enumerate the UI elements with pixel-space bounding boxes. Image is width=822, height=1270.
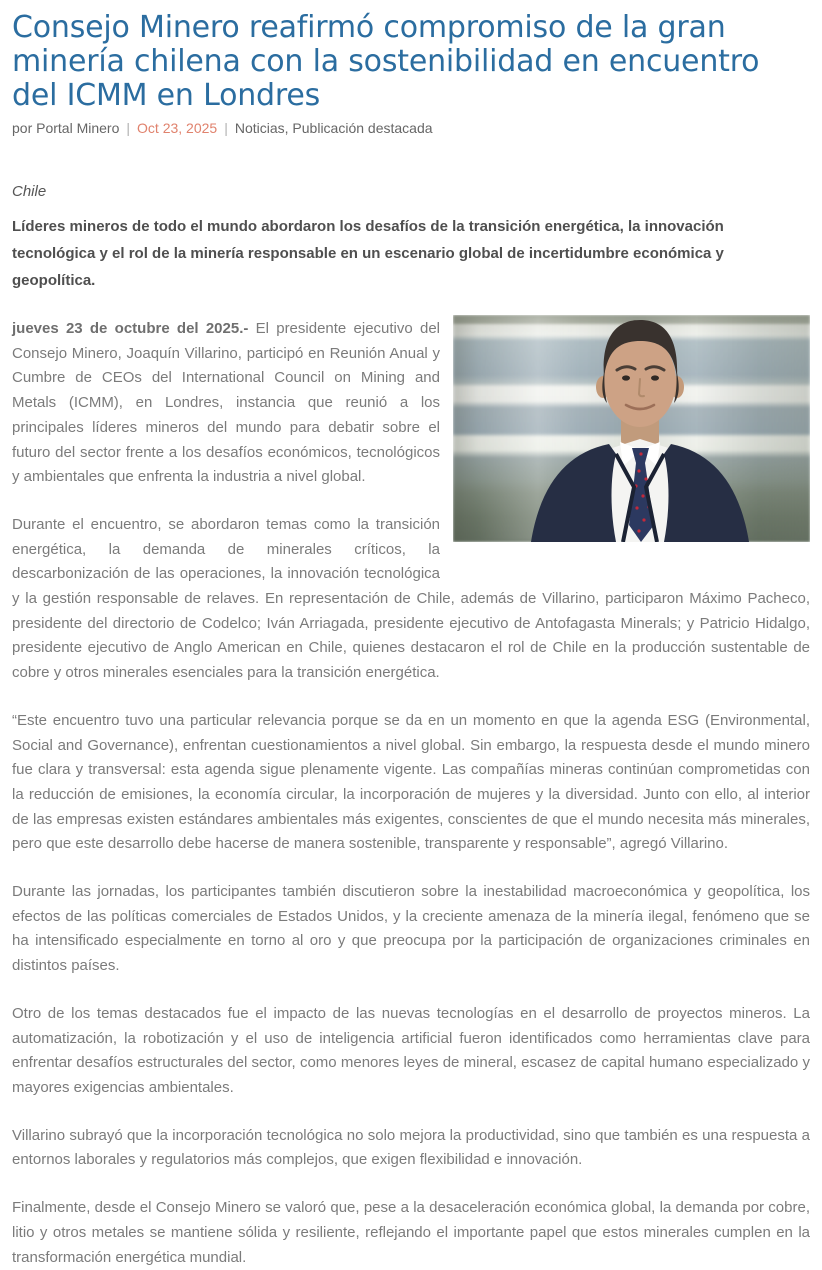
post-date: Oct 23, 2025: [137, 120, 218, 136]
byline-divider: |: [126, 120, 131, 136]
paragraph-1-dateline: jueves 23 de octubre del 2025.-: [12, 320, 249, 337]
category-link-publicacion-destacada[interactable]: Publicación destacada: [292, 120, 433, 136]
portrait-suit-right: [664, 444, 749, 542]
paragraph-7: Finalmente, desde el Consejo Minero se valoró que, pese a la desaceleración económica global, la demanda por cobre, litio y otros metales se mantiene sólida y resiliente, reflejando el importante papel que estos minerales cumplen en la transformación energética mundial.: [12, 1199, 810, 1266]
featured-photo: [453, 315, 810, 542]
paragraph-3-quote: “Este encuentro tuvo una particular relevancia porque se da en un momento en que la agenda ESG (Environmental, Social and Governance), enfrentan cuestionamientos a nivel global. Sin embargo, la respuesta desde el mundo minero fue clara y transversal: esta agenda sigue plenamente vigente. Las compañías mineras continúan comprometidas con la reducción de emisiones, la economía circular, la incorporación de mujeres y la diversidad. Junto con ello, al interior de las empresas existen estándares ambientales más exigentes, conscientes de que el mundo necesita más minerales, pero que este desarrollo debe hacerse de manera sostenible, transparente y responsable”, agregó Villarino.: [12, 711, 810, 853]
article-page: [0, 11, 822, 1270]
category-link-noticias[interactable]: Noticias: [234, 120, 285, 136]
executive-portrait-illustration: [453, 315, 810, 542]
paragraph-2: Durante el encuentro, se abordaron temas como la transición energética, la demanda de minerales críticos, la descarbonización de las operaciones, la innovación tecnológica y la gestión responsable de relaves. En representación de Chile, además de Villarino, participaron Máximo Pacheco, presidente del directorio de Codelco; Iván Arriagada, presidente ejecutivo de Antofagasta Minerals; y Patricio Hidalgo, presidente ejecutivo de Anglo American en Chile, quienes destacaron el rol de Chile en la producción sustentable de cobre y otros minerales esenciales para la transición energética.: [12, 515, 810, 682]
portrait-eyes: [622, 375, 630, 380]
byline-prefix: por: [12, 120, 33, 136]
author-link[interactable]: Portal Minero: [36, 120, 120, 136]
byline-divider: |: [224, 120, 228, 136]
page-title: Consejo Minero reafirmó compromiso de la gran minería chilena con la sostenibilidad en encuentro del ICMM en Londres: [12, 10, 760, 113]
article-lede: Líderes mineros de todo el mundo abordaron los desafíos de la transición energética, la innovación tecnológica y el rol de la minería responsable en un escenario global de incertidumbre económica y geopolítica.: [12, 218, 724, 289]
paragraph-5: Otro de los temas destacados fue el impacto de las nuevas tecnologías en el desarrollo de proyectos mineros. La automatización, la robotización y el uso de inteligencia artificial fueron identificados como herramientas clave para enfrentar desafíos estructurales del sector, como menores leyes de mineral, escasez de capital humano especializado y mayores exigencias ambientales.: [12, 1004, 810, 1096]
category-separator: ,: [284, 120, 293, 136]
paragraph-4: Durante las jornadas, los participantes también discutieron sobre la inestabilidad macroeconómica y geopolítica, los efectos de las políticas comerciales de Estados Unidos, y la creciente amenaza de la minería ilegal, fenómeno que se ha intensificado especialmente en torno al oro y que preocupa por la participación de organizaciones criminales en distintos países.: [12, 883, 810, 975]
byline: [12, 120, 810, 136]
portrait-suit-left: [531, 444, 616, 542]
post-body: [12, 183, 810, 1270]
paragraph-1-text: El presidente ejecutivo del Consejo Minero, Joaquín Villarino, participó en Reunión Anual y Cumbre de CEOs del International Council on Mining and Metals (ICMM), en Londres, instancia que reunió a los principales líderes mineros del mundo para debatir sobre el futuro del sector frente a los desafíos económicos, tecnológicos y ambientales que enfrenta la industria a nivel global.: [12, 320, 440, 486]
paragraph-6: Villarino subrayó que la incorporación tecnológica no solo mejora la productividad, sino que también es una respuesta a entornos laborales y regulatorios más complejos, que exigen flexibilidad e innovación.: [12, 1126, 810, 1169]
location-label: Chile: [12, 183, 47, 200]
